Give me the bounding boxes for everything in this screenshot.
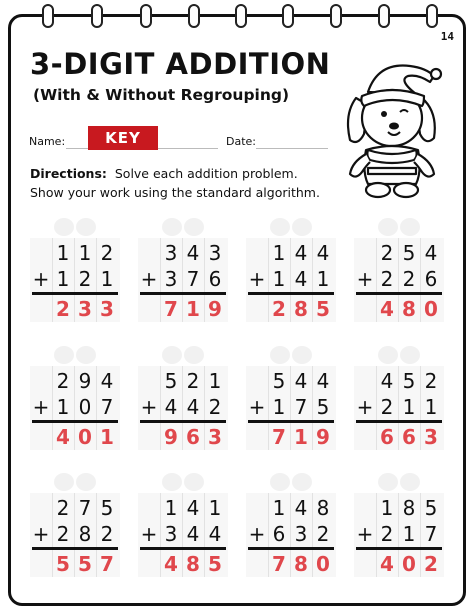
bottom-addend-digit: 4 — [186, 522, 200, 546]
answer-digit: 4 — [380, 552, 394, 576]
bottom-addend-digit: 4 — [208, 522, 222, 546]
plus-sign: + — [140, 267, 158, 291]
answer-digit: 4 — [56, 425, 70, 449]
binder-ring — [140, 4, 152, 28]
answer-digit: 7 — [100, 552, 114, 576]
top-addend-digit: 8 — [316, 496, 330, 520]
top-addend-digit: 1 — [164, 496, 178, 520]
plus-sign: + — [32, 522, 50, 546]
sum-line — [356, 547, 442, 550]
bottom-addend-digit: 5 — [316, 395, 330, 419]
answer-digit: 8 — [186, 552, 200, 576]
top-addend-digit: 1 — [272, 496, 286, 520]
top-addend-digit: 4 — [186, 241, 200, 265]
answer-digit: 0 — [402, 552, 416, 576]
top-addend-digit: 4 — [294, 369, 308, 393]
plus-sign: + — [32, 395, 50, 419]
page-subtitle: (With & Without Regrouping) — [33, 86, 290, 104]
addition-problem — [246, 346, 336, 452]
answer-digit: 5 — [78, 552, 92, 576]
top-addend-digit: 4 — [294, 496, 308, 520]
answer-digit: 3 — [100, 297, 114, 321]
answer-digit: 0 — [78, 425, 92, 449]
answer-digit: 4 — [164, 552, 178, 576]
binder-rings — [0, 0, 474, 30]
carry-circle[interactable] — [378, 346, 398, 364]
top-addend-digit: 2 — [380, 241, 394, 265]
top-addend-digit: 9 — [78, 369, 92, 393]
bottom-addend-digit: 1 — [272, 267, 286, 291]
carry-circle[interactable] — [162, 473, 182, 491]
bottom-addend-digit: 7 — [186, 267, 200, 291]
plus-sign: + — [356, 267, 374, 291]
answer-key-badge: KEY — [88, 126, 158, 150]
answer-digit: 7 — [272, 425, 286, 449]
addition-problem — [246, 218, 336, 324]
directions — [30, 164, 320, 202]
directions-text-line1: Solve each addition problem. — [114, 166, 298, 181]
answer-digit: 9 — [208, 297, 222, 321]
bottom-addend-digit: 1 — [56, 267, 70, 291]
top-addend-digit: 4 — [316, 369, 330, 393]
bottom-addend-digit: 4 — [164, 395, 178, 419]
bottom-addend-digit: 4 — [294, 267, 308, 291]
bottom-addend-digit: 4 — [186, 395, 200, 419]
bottom-addend-digit: 2 — [78, 267, 92, 291]
bottom-addend-digit: 2 — [402, 267, 416, 291]
plus-sign: + — [140, 395, 158, 419]
bottom-addend-digit: 6 — [272, 522, 286, 546]
answer-digit: 7 — [164, 297, 178, 321]
answer-digit: 1 — [294, 425, 308, 449]
answer-digit: 2 — [272, 297, 286, 321]
bottom-addend-digit: 2 — [380, 522, 394, 546]
page-number: 14 — [440, 30, 454, 43]
addition-problem — [354, 473, 444, 579]
carry-circle[interactable] — [378, 218, 398, 236]
top-addend-digit: 7 — [78, 496, 92, 520]
top-addend-digit: 4 — [100, 369, 114, 393]
carry-circle[interactable] — [400, 218, 420, 236]
bottom-addend-digit: 1 — [424, 395, 438, 419]
binder-ring — [235, 4, 247, 28]
top-addend-digit: 1 — [78, 241, 92, 265]
sum-line — [140, 292, 226, 295]
carry-circle[interactable] — [292, 473, 312, 491]
answer-digit: 7 — [272, 552, 286, 576]
plus-sign: + — [248, 395, 266, 419]
addition-problem — [354, 346, 444, 452]
carry-circle[interactable] — [54, 218, 74, 236]
top-addend-digit: 2 — [186, 369, 200, 393]
top-addend-digit: 1 — [380, 496, 394, 520]
addition-problem — [138, 346, 228, 452]
answer-digit: 6 — [186, 425, 200, 449]
answer-digit: 2 — [56, 297, 70, 321]
answer-digit: 6 — [402, 425, 416, 449]
top-addend-digit: 1 — [56, 241, 70, 265]
top-addend-digit: 2 — [424, 369, 438, 393]
answer-digit: 3 — [208, 425, 222, 449]
carry-circle[interactable] — [76, 346, 96, 364]
binder-ring — [426, 4, 438, 28]
bottom-addend-digit: 0 — [78, 395, 92, 419]
carry-circle[interactable] — [54, 473, 74, 491]
answer-digit: 5 — [56, 552, 70, 576]
binder-ring — [91, 4, 103, 28]
plus-sign: + — [140, 522, 158, 546]
addition-problem — [354, 218, 444, 324]
answer-digit: 1 — [186, 297, 200, 321]
bottom-addend-digit: 2 — [380, 267, 394, 291]
binder-ring — [282, 4, 294, 28]
top-addend-digit: 5 — [272, 369, 286, 393]
top-addend-digit: 5 — [424, 496, 438, 520]
addition-problem — [30, 346, 120, 452]
carry-circle[interactable] — [184, 473, 204, 491]
addition-problem — [30, 473, 120, 579]
carry-circle[interactable] — [184, 218, 204, 236]
bottom-addend-digit: 7 — [294, 395, 308, 419]
top-addend-digit: 5 — [402, 241, 416, 265]
bottom-addend-digit: 2 — [56, 522, 70, 546]
name-label: Name: — [29, 135, 66, 148]
top-addend-digit: 1 — [208, 369, 222, 393]
answer-digit: 0 — [424, 297, 438, 321]
top-addend-digit: 4 — [316, 241, 330, 265]
addition-problem — [138, 473, 228, 579]
top-addend-digit: 2 — [100, 241, 114, 265]
bottom-addend-digit: 1 — [56, 395, 70, 419]
page-title: 3-DIGIT ADDITION — [30, 47, 331, 81]
answer-digit: 9 — [316, 425, 330, 449]
carry-circle[interactable] — [270, 473, 290, 491]
top-addend-digit: 5 — [402, 369, 416, 393]
answer-digit: 6 — [380, 425, 394, 449]
sum-line — [248, 547, 334, 550]
date-label: Date: — [226, 135, 256, 148]
top-addend-digit: 5 — [164, 369, 178, 393]
binder-ring — [330, 4, 342, 28]
top-addend-digit: 8 — [402, 496, 416, 520]
top-addend-digit: 1 — [272, 241, 286, 265]
carry-circle[interactable] — [76, 473, 96, 491]
top-addend-digit: 4 — [380, 369, 394, 393]
directions-text-line2: Show your work using the standard algorithm. — [30, 185, 320, 200]
bottom-addend-digit: 1 — [316, 267, 330, 291]
carry-circle[interactable] — [54, 346, 74, 364]
bottom-addend-digit: 6 — [208, 267, 222, 291]
top-addend-digit: 5 — [100, 496, 114, 520]
sum-line — [32, 292, 118, 295]
bottom-addend-digit: 2 — [208, 395, 222, 419]
carry-circle[interactable] — [292, 218, 312, 236]
answer-digit: 4 — [380, 297, 394, 321]
top-addend-digit: 3 — [208, 241, 222, 265]
plus-sign: + — [356, 522, 374, 546]
addition-problem — [246, 473, 336, 579]
addition-problem — [138, 218, 228, 324]
binder-ring — [42, 4, 54, 28]
bottom-addend-digit: 3 — [164, 522, 178, 546]
answer-digit: 2 — [424, 552, 438, 576]
sum-line — [32, 547, 118, 550]
bottom-addend-digit: 6 — [424, 267, 438, 291]
carry-circle[interactable] — [162, 346, 182, 364]
sum-line — [356, 420, 442, 423]
answer-digit: 3 — [78, 297, 92, 321]
bottom-addend-digit: 2 — [100, 522, 114, 546]
date-field-line[interactable] — [256, 148, 328, 149]
bottom-addend-digit: 1 — [272, 395, 286, 419]
top-addend-digit: 1 — [208, 496, 222, 520]
carry-circle[interactable] — [270, 218, 290, 236]
top-addend-digit: 4 — [424, 241, 438, 265]
plus-sign: + — [248, 267, 266, 291]
bottom-addend-digit: 1 — [100, 267, 114, 291]
bottom-addend-digit: 7 — [100, 395, 114, 419]
sum-line — [140, 547, 226, 550]
addition-problem — [30, 218, 120, 324]
sum-line — [32, 420, 118, 423]
answer-digit: 1 — [100, 425, 114, 449]
sum-line — [248, 292, 334, 295]
answer-digit: 5 — [316, 297, 330, 321]
answer-digit: 3 — [424, 425, 438, 449]
answer-digit: 8 — [402, 297, 416, 321]
carry-circle[interactable] — [292, 346, 312, 364]
answer-digit: 9 — [164, 425, 178, 449]
puppy-santa-illustration — [338, 54, 448, 204]
top-addend-digit: 4 — [186, 496, 200, 520]
bottom-addend-digit: 8 — [78, 522, 92, 546]
carry-circle[interactable] — [400, 346, 420, 364]
bottom-addend-digit: 2 — [316, 522, 330, 546]
sum-line — [140, 420, 226, 423]
sum-line — [356, 292, 442, 295]
plus-sign: + — [356, 395, 374, 419]
carry-circle[interactable] — [162, 218, 182, 236]
binder-ring — [378, 4, 390, 28]
carry-circle[interactable] — [184, 346, 204, 364]
top-addend-digit: 2 — [56, 369, 70, 393]
carry-circle[interactable] — [400, 473, 420, 491]
plus-sign: + — [32, 267, 50, 291]
plus-sign: + — [248, 522, 266, 546]
answer-digit: 0 — [316, 552, 330, 576]
sum-line — [248, 420, 334, 423]
answer-digit: 5 — [208, 552, 222, 576]
bottom-addend-digit: 3 — [164, 267, 178, 291]
top-addend-digit: 2 — [56, 496, 70, 520]
bottom-addend-digit: 3 — [294, 522, 308, 546]
answer-digit: 8 — [294, 297, 308, 321]
bottom-addend-digit: 7 — [424, 522, 438, 546]
directions-label: Directions: — [30, 166, 107, 181]
carry-circle[interactable] — [270, 346, 290, 364]
binder-ring — [188, 4, 200, 28]
bottom-addend-digit: 1 — [402, 522, 416, 546]
bottom-addend-digit: 1 — [402, 395, 416, 419]
top-addend-digit: 3 — [164, 241, 178, 265]
top-addend-digit: 4 — [294, 241, 308, 265]
bottom-addend-digit: 2 — [380, 395, 394, 419]
answer-digit: 8 — [294, 552, 308, 576]
carry-circle[interactable] — [76, 218, 96, 236]
carry-circle[interactable] — [378, 473, 398, 491]
